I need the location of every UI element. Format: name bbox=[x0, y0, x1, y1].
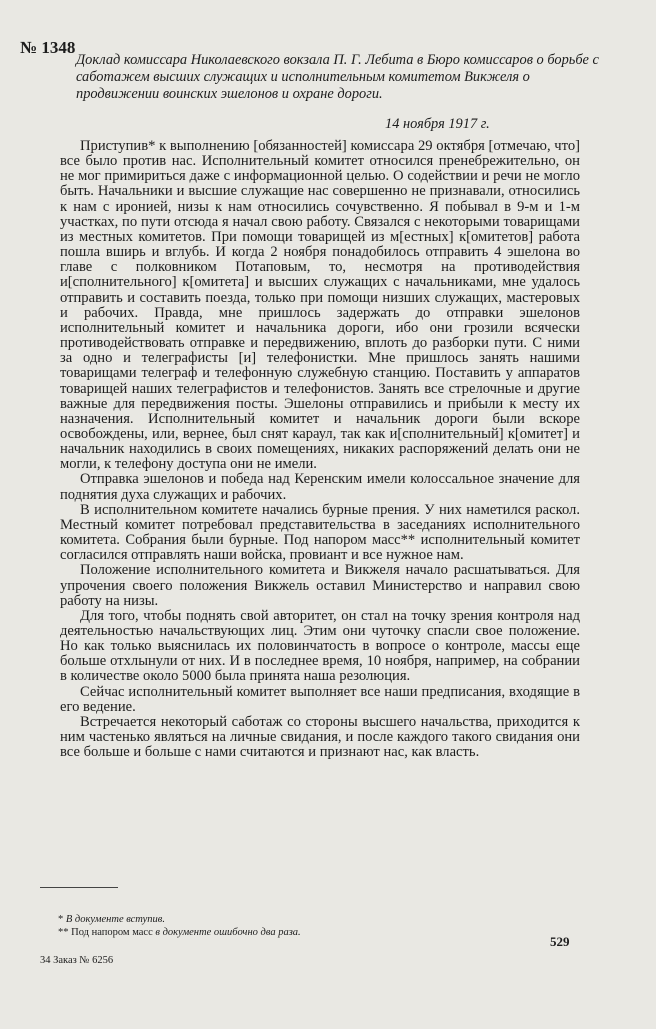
footnote-mark: ** bbox=[58, 927, 69, 938]
paragraph: В исполнительном комитете начались бурные прения. У них наметился раскол. Местный комитет потребовал представительства в заседаниях исполнительного комитета. Собрания были бурные. Под напором масс** исполнительный комитет согласился отправлять наши войска, провиант и все нужное нам. bbox=[60, 501, 580, 564]
paragraph: Приступив* к выполнению [обязанностей] комиссара 29 октября [отмечаю, что] все было против нас. Исполнительный комитет относился пренебрежительно, он не мог примириться даже с информационной целью. О содействии и речи не могло быть. Начальники и высшие служащие нас совершенно не признавали, относились к нам с иронией, низы к нам относились сочувственно. Я побывал в 9-м и 1-м участках, по пути отсюда я начал свою работу. Связался с некоторыми товарищами из местных комитетов. При помощи товарищей из м[естных] к[омитетов] работа пошла вширь и вглубь. И когда 2 ноября понадобилось отправить 4 эшелона во главе с полковником Потаповым, то, несмотря на противодействия и[сполнительного] к[омитета] и высших служащих с начальниками, мне удалось отправить и составить поезда, только при помощи низших служащих, мастеровых и рабочих. Правда, мне пришлось задержать до отправки эшелонов исполнительный комитет и начальника дороги, ибо они грозили всячески противодействовать отправке и передвижению, вплоть до разборки пути. С ними за одно и телеграфисты [и] телефонистки. Мне пришлось занять нашими товарищами телеграф и телефонную служебную станцию. Поставить у аппаратов товарищей наших телеграфистов и телефонистов. Занять все стрелочные и другие важные для передвижения посты. Эшелоны отправились и прибыли к месту их назначения. Исполнительный комитет и начальник дороги были вскоре освобождены, или, вернее, был снят караул, так как и[сполнительный] к[омитет] и начальник находились в своих помещениях, никаких распоряжений делать они не могли, к телефону доступа они не имели. bbox=[60, 138, 580, 473]
footnote bbox=[58, 926, 301, 939]
footnote bbox=[58, 913, 301, 926]
paragraph: Сейчас исполнительный комитет выполняет все наши предписания, входящие в его ведение. bbox=[60, 683, 580, 715]
paragraph: Отправка эшелонов и победа над Керенским имели колоссальное значение для поднятия духа служащих и рабочих. bbox=[60, 471, 580, 503]
document-body bbox=[60, 139, 580, 760]
paragraph: Для того, чтобы поднять свой авторитет, он стал на точку зрения контроля над деятельностью начальствующих лиц. Этим они чуточку спасли свое положение. Но как только выяснилась их половинчатость в вопросе о контроле, массы еще больше отхлынули от них. И в последнее время, 10 ноября, например, на собрании в количестве около 5000 была принята наша резолюция. bbox=[60, 607, 580, 685]
footnote-mark: * bbox=[58, 914, 64, 925]
document-number: № 1348 bbox=[20, 38, 76, 57]
footnote-divider bbox=[40, 887, 118, 888]
footnote-text: В документе вступив. bbox=[65, 914, 165, 925]
print-mark: 34 Заказ № 6256 bbox=[40, 955, 114, 966]
footnote-text-italic: в документе ошибочно два раза. bbox=[155, 927, 301, 938]
document-heading: Доклад комиссара Николаевского вокзала П. Г. Лебита в Бюро комиссаров о борьбе с саботажем высших служащих и исполнительным комитетом Викжеля о продвижении воинских эшелонов и охране дороги. bbox=[76, 52, 599, 102]
footnote-text: Под напором масс bbox=[71, 927, 153, 938]
page-number: 529 bbox=[550, 934, 570, 949]
paragraph: Положение исполнительного комитета и Викжеля начало расшатываться. Для упрочения своего положения Викжель оставил Министерство и направил свою работу на низы. bbox=[60, 562, 580, 609]
footnotes bbox=[58, 913, 301, 939]
paragraph: Встречается некоторый саботаж со стороны высшего начальства, приходится к ним частенько являться на личные свидания, и после каждого такого свидания они все больше и больше с нами считаются и признают нас, как власть. bbox=[60, 713, 580, 761]
document-date: 14 ноября 1917 г. bbox=[385, 116, 490, 132]
